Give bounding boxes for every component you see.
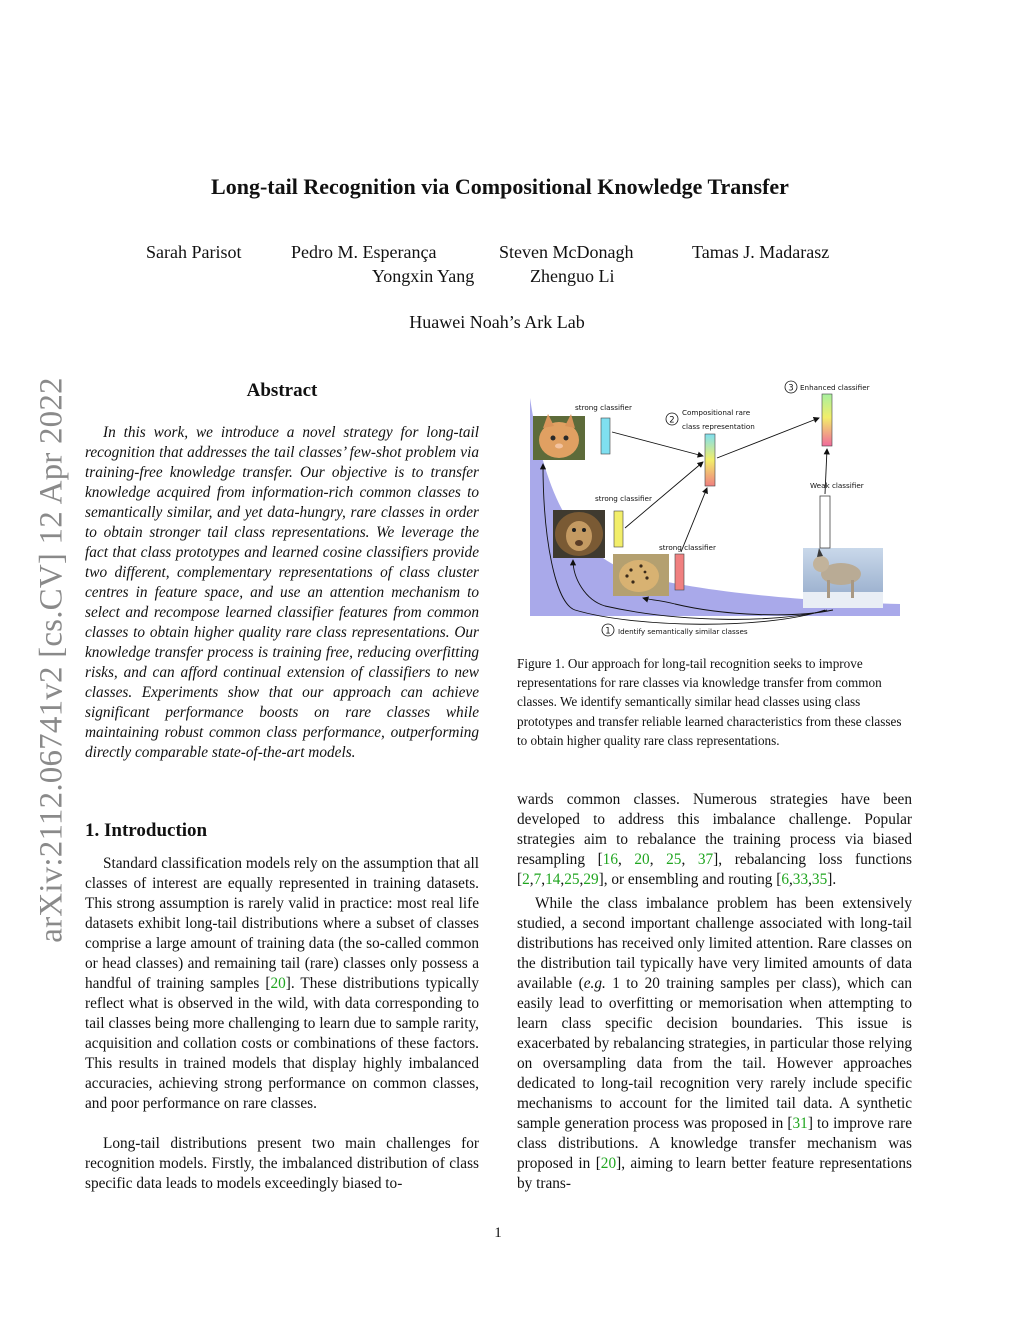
citation-link[interactable]: 20 xyxy=(634,851,650,868)
strong-classifier-bar-1 xyxy=(601,418,610,454)
strong-classifier-label-2: strong classifier xyxy=(595,494,652,503)
figure-1-caption: Figure 1. Our approach for long-tail recognition seeks to improve representations for rare classes via knowledge transfer from common classes. We identify semantically similar head classes using class prototypes and transfer reliable learned characteristics from these classes to obtain higher quality rare class representations. xyxy=(517,656,902,748)
citation-link[interactable]: 33 xyxy=(792,871,809,888)
strong-classifier-bar-3 xyxy=(675,554,684,590)
citation-link[interactable]: 35 xyxy=(811,871,828,888)
compositional-representation-bar xyxy=(705,434,715,486)
arxiv-id: arXiv:2112.06741v2 [cs.CV] 12 Apr 2022 xyxy=(33,377,70,943)
lion-image xyxy=(553,510,605,558)
weak-classifier-bar xyxy=(820,496,830,548)
citation-link[interactable]: 2 xyxy=(522,871,530,888)
affiliation: Huawei Noah’s Ark Lab xyxy=(409,312,585,332)
citation-link[interactable]: 16 xyxy=(602,851,618,868)
author-name: Steven McDonagh xyxy=(499,242,634,262)
cat-image xyxy=(533,414,585,460)
step-2-number: 2 xyxy=(669,415,675,426)
abstract-text: In this work, we introduce a novel strategy for long-tail recognition that addresses the tail classes’ few-shot problem via training-free knowledge transfer. Our objective is to transfer knowledge acquired from information-rich common classes to semantically similar, and yet data-hungry, rare classes in order to obtain stronger tail class representations. We leverage the fact that class prototypes and learned cosine classifiers provide two different, complementary representations of class cluster centres in feature space, and use an attention mechanism to select and recompose learned classifier features from common classes to obtain higher quality rare class representations. Our knowledge transfer process is training free, reducing overfitting risks, and can afford continual extension of classifiers to new classes. Experiments show that our approach can achieve significant performance boosts on rare classes while maintaining robust common class performance, outperforming directly comparable state-of-the-art models. xyxy=(85,424,479,761)
citation-link[interactable]: 31 xyxy=(792,1115,808,1132)
intro-paragraph-2: Long-tail distributions present two main challenges for recognition models. Firstly, the imbalanced distribution of class specific data leads to models exceedingly biased to- xyxy=(85,1135,479,1192)
strong-classifier-bar-2 xyxy=(614,511,623,547)
citation-link[interactable]: 6 xyxy=(781,871,789,888)
step-1-number: 1 xyxy=(605,626,611,637)
citation-link[interactable]: 20 xyxy=(600,1155,617,1172)
author-name: Pedro M. Esperança xyxy=(291,242,437,262)
author-name: Tamas J. Madarasz xyxy=(692,242,830,262)
section-heading-introduction: 1. Introduction xyxy=(85,820,208,841)
cheetah-image xyxy=(613,554,669,596)
citation-link[interactable]: 14 xyxy=(545,871,561,888)
identify-classes-label: Identify semantically similar classes xyxy=(618,627,748,636)
citation-link[interactable]: 20 xyxy=(270,975,286,992)
citation-link[interactable]: 29 xyxy=(583,871,599,888)
enhanced-classifier-label: Enhanced classifier xyxy=(800,383,870,392)
citation-link[interactable]: 25 xyxy=(666,851,682,868)
compositional-label-line1: Compositional rare xyxy=(682,408,751,417)
author-name: Zhenguo Li xyxy=(530,266,615,286)
author-name: Sarah Parisot xyxy=(146,242,242,262)
abstract-heading: Abstract xyxy=(246,380,318,401)
step-3-number: 3 xyxy=(788,383,794,394)
citation-link[interactable]: 7 xyxy=(533,871,542,888)
author-name: Yongxin Yang xyxy=(372,266,475,286)
citation-link[interactable]: 37 xyxy=(697,851,714,868)
enhanced-classifier-bar xyxy=(822,394,832,446)
right-paragraph-2: While the class imbalance problem has been extensively studied, a second important challenge associated with long-tail distributions has received only limited attention. Rare classes on the distribution tail typically have very limited amounts of data available (e.g. 1 to 20 training samples per class), which can easily lead to overfitting or memorisation when attempting to learn class specific decision boundaries. This issue is exacerbated by rebalancing strategies, in particular those relying on oversampling data from the tail. However approaches dedicated to long-tail recognition very rarely include specific mechanisms to account for the limited tail data. A synthetic sample generation process was proposed in [31] to improve rare class distributions. A knowledge transfer mechanism was proposed in [20], aiming to learn better feature representations by trans- xyxy=(517,895,913,1192)
weak-classifier-label: Weak classifier xyxy=(810,481,864,490)
compositional-label-line2: class representation xyxy=(682,422,755,431)
intro-paragraph-1: Standard classification models rely on the assumption that all classes of interest are equally represented in training datasets. This strong assumption is rarely valid in practice: most real life datasets exhibit long-tail distributions where a subset of classes comprise a large amount of training data (the so-called common or head classes) and remaining tail (rare) classes only possess a handful of training samples [20]. These distributions typically reflect what is observed in the wild, with data corresponding to tail classes being more challenging to learn due to sample rarity, acquisition and collation costs or combinations of these factors. This results in trained models that display highly imbalanced accuracies, achieving strong performance on common classes, and poor performance on rare classes. xyxy=(85,855,479,1112)
page-number: 1 xyxy=(494,1225,502,1241)
paper-title: Long-tail Recognition via Compositional Knowledge Transfer xyxy=(211,174,789,199)
lynx-image xyxy=(803,548,883,608)
strong-classifier-label-3: strong classifier xyxy=(659,543,716,552)
figure-1-diagram xyxy=(515,378,915,640)
arxiv-sidebar xyxy=(30,352,75,968)
right-paragraph-1: wards common classes. Numerous strategies have been developed to address this imbalance challenge. Popular strategies aim to rebalance the training process via biased resampling [16, 20, 25, 37], rebalancing loss functions [2,7,14,25,29], or ensembling and routing [6,33,35]. xyxy=(517,791,912,888)
strong-classifier-label-1: strong classifier xyxy=(575,403,632,412)
citation-link[interactable]: 25 xyxy=(564,871,580,888)
